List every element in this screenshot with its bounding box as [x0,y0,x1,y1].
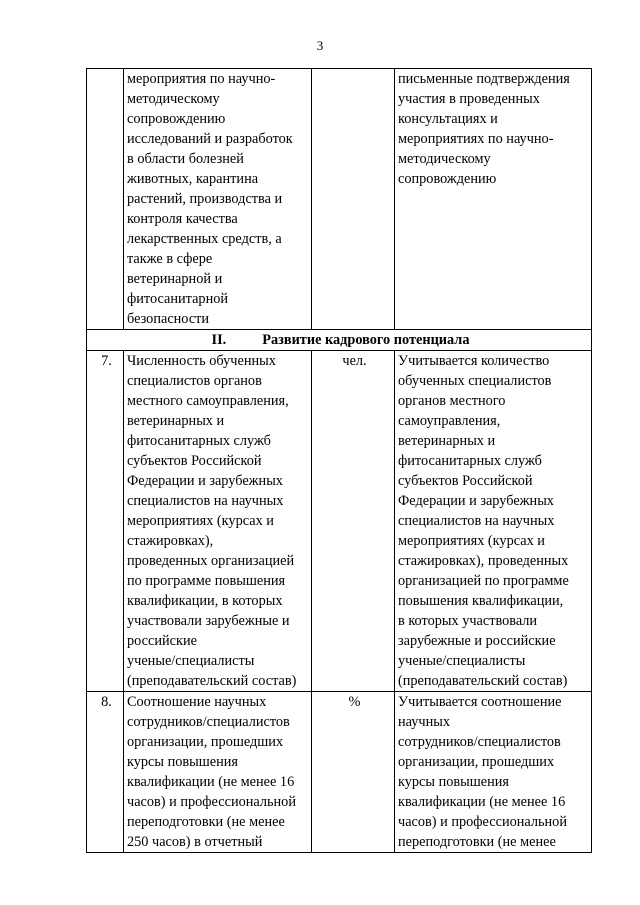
method-line: организацией по программе [398,573,569,589]
method-line: в которых участвовали [398,613,538,629]
indicator-line: специалистов органов [127,373,262,389]
method-line: самоуправления, [398,413,501,429]
method-cell [395,351,592,692]
page-number: 3 [316,38,324,53]
table-row [87,692,592,853]
method-line: консультациях и [398,111,498,127]
row-number-cell [87,69,124,330]
method-line: (преподавательский состав) [398,673,568,689]
method-line: специалистов на научных [398,513,555,529]
section-row [87,330,592,351]
indicator-line: сотрудников/специалистов [127,714,290,730]
indicator-line: стажировках), [127,533,214,549]
indicator-line: квалификации (не менее 16 [127,774,295,790]
indicator-line: контроля качества [127,211,238,227]
unit-cell [312,69,395,330]
indicator-line: субъектов Российской [127,453,262,469]
section-title: Развитие кадрового потенциала [262,332,470,348]
method-line: Учитывается соотношение [398,694,562,710]
indicator-line: участвовали зарубежные и [127,613,290,629]
unit-cell: % [312,692,395,853]
indicator-line: в области болезней [127,151,244,167]
indicator-line: Соотношение научных [127,694,267,710]
method-line: зарубежные и российские [398,633,556,649]
indicator-line: переподготовки (не менее [127,814,285,830]
table-row [87,69,592,330]
indicator-line: (преподавательский состав) [127,673,297,689]
method-line: переподготовки (не менее [398,834,556,850]
method-line: ветеринарных и [398,433,496,449]
method-line: научных [398,714,451,730]
method-cell [395,692,592,853]
method-line: организации, прошедших [398,754,555,770]
indicator-line: растений, производства и [127,191,283,207]
indicator-line: часов) и профессиональной [127,794,296,810]
indicator-line: животных, карантина [127,171,259,187]
method-line: органов местного [398,393,506,409]
indicator-cell [124,69,312,330]
indicator-line: местного самоуправления, [127,393,289,409]
method-line: ученые/специалисты [398,653,526,669]
method-line: повышения квалификации, [398,593,564,609]
indicator-line: фитосанитарной [127,291,229,307]
indicator-line: лекарственных средств, а [127,231,282,247]
method-line: участия в проведенных [398,91,540,107]
method-line: фитосанитарных служб [398,453,542,469]
method-line: квалификации (не менее 16 [398,794,566,810]
indicator-line: квалификации, в которых [127,593,283,609]
method-line: мероприятиях по научно- [398,131,554,147]
method-line: Федерации и зарубежных [398,493,554,509]
indicator-line: исследований и разработок [127,131,293,147]
row-number-cell: 7. [87,351,124,692]
indicator-line: по программе повышения [127,573,286,589]
indicator-line: ветеринарной и [127,271,223,287]
unit-cell: чел. [312,351,395,692]
method-line: методическому [398,151,491,167]
method-line: курсы повышения [398,774,509,790]
indicator-line: Федерации и зарубежных [127,473,283,489]
row-number-cell: 8. [87,692,124,853]
indicator-line: сопровождению [127,111,226,127]
method-line: мероприятиях (курсах и [398,533,545,549]
indicator-line: специалистов на научных [127,493,284,509]
indicator-line: безопасности [127,311,210,327]
table-row [87,351,592,692]
indicator-line: российские [127,633,197,649]
method-line: Учитывается количество [398,353,550,369]
method-line: сопровождению [398,171,497,187]
indicator-line: фитосанитарных служб [127,433,271,449]
indicator-line: курсы повышения [127,754,238,770]
indicator-cell [124,692,312,853]
method-cell [395,69,592,330]
method-line: стажировках), проведенных [398,553,569,569]
indicator-line: 250 часов) в отчетный [127,834,263,850]
indicator-line: Численность обученных [127,353,276,369]
method-line: часов) и профессиональной [398,814,567,830]
indicator-line: методическому [127,91,220,107]
indicator-line: мероприятия по научно- [127,71,276,87]
indicator-line: организации, прошедших [127,734,284,750]
method-line: субъектов Российской [398,473,533,489]
indicator-line: ветеринарных и [127,413,225,429]
indicator-line: также в сфере [127,251,213,267]
indicator-line: проведенных организацией [127,553,295,569]
indicator-cell [124,351,312,692]
indicator-line: мероприятиях (курсах и [127,513,274,529]
indicators-table [86,68,592,853]
indicator-line: ученые/специалисты [127,653,255,669]
method-line: письменные подтверждения [398,71,570,87]
section-number: II. [211,332,227,348]
section-heading [87,330,592,351]
method-line: сотрудников/специалистов [398,734,561,750]
method-line: обученных специалистов [398,373,552,389]
